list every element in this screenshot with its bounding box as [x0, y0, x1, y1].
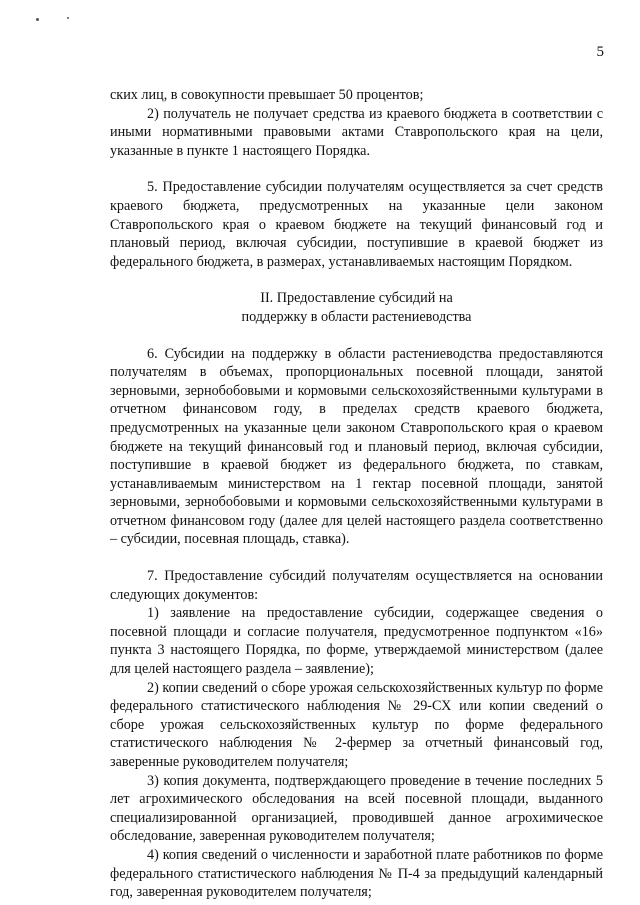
section-heading-line: поддержку в области растениеводства — [241, 308, 472, 325]
paragraph: 2) получатель не получает средства из краевого бюджета в соответствии с иными нормативными правовыми актами Ставропольского края на цели, указанные в пункте 1 настоящего Порядка. — [110, 105, 603, 159]
spacer — [110, 160, 603, 178]
spacer — [110, 549, 603, 567]
section-heading-line: II. Предоставление субсидий на — [260, 290, 453, 307]
paragraph: 6. Субсидии на поддержку в области растениеводства предоставляются получателям в объемах, пропорциональных посевной площади, занятой зерновыми, зернобобовыми и кормовыми сельскохозяйственными культурами в отчетном финансовом году, в пределах средств краевого бюджета, предусмотренных на указанные цели законом Ставропольского края о краевом бюджете на текущий финансовый год и плановый период, включая субсидии, поступившие в краевой бюджет из федерального бюджета, по ставкам, устанавливаемым министерством на 1 гектар посевной площади, занятой зерновыми, зернобобовыми и кормовыми сельскохозяйственными культурами в отчетном финансовом году (далее для целей настоящего раздела соответственно – субсидии, посевная площадь, ставка). — [110, 345, 603, 548]
paragraph: 2) копии сведений о сборе урожая сельскохозяйственных культур по форме федерального статистического наблюдения № 29-СХ или копии сведений о сборе урожая сельскохозяйственных культур по форме федерального статистического наблюдения № 2-фермер за отчетный финансовый год, заверенные руководителем получателя; — [110, 679, 603, 770]
paragraph: ских лиц, в совокупности превышает 50 процентов; — [110, 87, 424, 103]
document-body — [110, 86, 603, 902]
paragraph: 7. Предоставление субсидий получателям осуществляется на основании следующих документов: — [110, 568, 603, 603]
spacer — [110, 327, 603, 345]
scan-speck — [36, 18, 39, 21]
page-number: 5 — [596, 44, 604, 60]
paragraph: 1) заявление на предоставление субсидии, содержащее сведения о посевной площади и согласие получателя, предусмотренное подпунктом «16» пункта 3 настоящего Порядка, по форме, утверждаемой министерством (далее для целей настоящего раздела – заявление); — [110, 605, 603, 678]
paragraph: 3) копия документа, подтверждающего проведение в течение последних 5 лет агрохимического обследования на всей посевной площади, выданного специализированной организацией, проводившей данное агрохимическое обследование, заверенная руководителем получателя; — [110, 772, 603, 845]
scan-speck — [67, 17, 69, 19]
spacer — [110, 271, 603, 289]
section-heading — [110, 289, 603, 326]
paragraph: 4) копия сведений о численности и заработной плате работников по форме федерального статистического наблюдения № П-4 за предыдущий календарный год, заверенная руководителем получателя; — [110, 846, 603, 901]
paragraph: 5. Предоставление субсидии получателям осуществляется за счет средств краевого бюджета, предусмотренных на указанные цели законом Ставропольского края о краевом бюджете на текущий финансовый год и плановый период, включая субсидии, поступившие в краевой бюджет из федерального бюджета, в размерах, устанавливаемых настоящим Порядком. — [110, 179, 603, 270]
